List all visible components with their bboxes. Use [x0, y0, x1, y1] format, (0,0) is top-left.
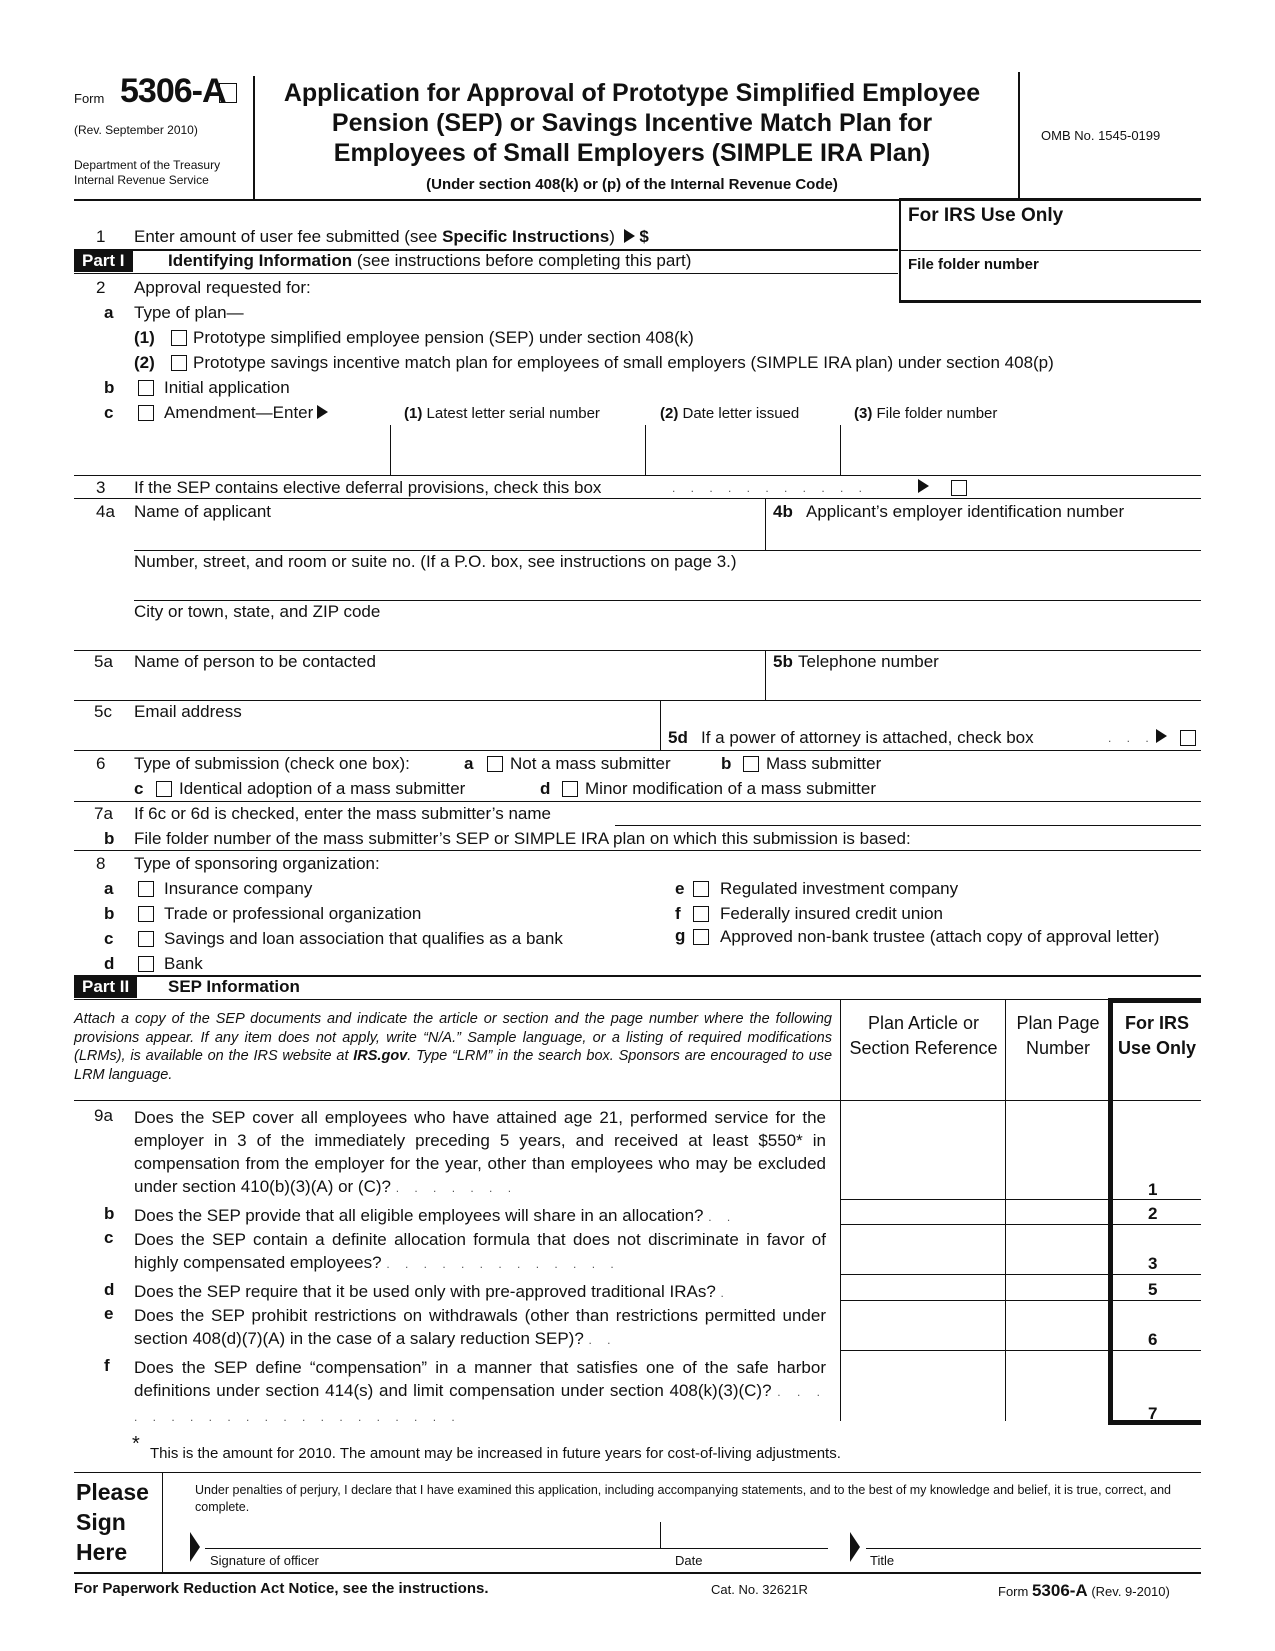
plan-article-input[interactable]: [841, 1225, 1004, 1273]
regulated-investment-checkbox[interactable]: [693, 881, 709, 897]
line-letter: c: [104, 1228, 114, 1247]
line-number: 5c: [94, 702, 112, 721]
line-number: 5a: [94, 652, 113, 671]
leader-dots: . . .: [1108, 731, 1155, 745]
question-text: [134, 1280, 826, 1305]
email-input[interactable]: [134, 724, 654, 748]
plan-page-input[interactable]: [1006, 1101, 1107, 1198]
simple-ira-checkbox[interactable]: [171, 355, 187, 371]
power-of-attorney-label: If a power of attorney is attached, check box: [701, 728, 1034, 747]
line-number: 1: [96, 227, 106, 246]
revision-date: (Rev. September 2010): [74, 123, 198, 137]
divider: [840, 425, 841, 475]
leader-dots: . . . . . . . . . . . . .: [386, 1257, 620, 1271]
street-input[interactable]: [134, 574, 1200, 598]
divider: [134, 600, 1201, 601]
contact-name-label: Name of person to be contacted: [134, 652, 376, 671]
line-letter: b: [721, 754, 732, 773]
field-text: Latest letter serial number: [422, 405, 600, 422]
irs-code: 7: [1148, 1404, 1158, 1423]
signature-label: Signature of officer: [210, 1553, 319, 1568]
file-folder-label: File folder number: [908, 256, 1039, 273]
arrow-icon: [1156, 729, 1167, 747]
plan-article-input[interactable]: [841, 1275, 1004, 1297]
footer-form-number: 5306-A: [1031, 1581, 1088, 1600]
irs-code: 6: [1148, 1330, 1158, 1349]
plan-article-input[interactable]: [841, 1200, 1004, 1222]
submission-type-label: Type of submission (check one box):: [134, 754, 410, 773]
footer-revision: (Rev. 9-2010): [1087, 1584, 1170, 1599]
question-text: [134, 1356, 826, 1429]
divider: [74, 273, 898, 274]
dollar-sign: $: [639, 227, 649, 246]
divider: [390, 425, 391, 475]
bank-checkbox[interactable]: [138, 956, 154, 972]
telephone-input[interactable]: [770, 674, 1200, 698]
option-text: Mass submitter: [766, 754, 882, 773]
irs-column-border: [1108, 1420, 1201, 1425]
line-letter: b: [104, 378, 115, 397]
header-divider: [253, 76, 255, 199]
omb-number: OMB No. 1545-0199: [1041, 128, 1161, 143]
line-letter: e: [104, 1304, 114, 1323]
option-text: Federally insured credit union: [720, 904, 944, 923]
form-subtitle: (Under section 408(k) or (p) of the Internal Revenue Code): [426, 176, 838, 193]
line-number: 6: [96, 754, 106, 773]
divider: [205, 1548, 828, 1549]
divider: [660, 700, 661, 750]
line-number: 4a: [96, 502, 115, 521]
signature-field[interactable]: [205, 1523, 657, 1548]
divider: [74, 1572, 1201, 1574]
question-text: [134, 1304, 826, 1352]
irs-code: 3: [1148, 1254, 1158, 1273]
field-label: [854, 405, 997, 422]
field-text: File folder number: [872, 405, 998, 422]
line-letter: b: [104, 829, 115, 848]
divider: [615, 825, 1201, 826]
divider: [134, 550, 1201, 551]
divider: [74, 801, 1201, 802]
irs-column-border: [1108, 998, 1201, 1003]
line-number: 9a: [94, 1106, 113, 1125]
sign-word: Here: [76, 1539, 128, 1565]
leader-dots: . .: [588, 1333, 617, 1347]
title-field[interactable]: [866, 1523, 1200, 1548]
mass-submitter-name-input[interactable]: [615, 804, 1200, 824]
question-body: Does the SEP contain a definite allocation formula that does not discriminate in favor of highly compensated employees?: [134, 1230, 826, 1272]
divider: [74, 700, 1201, 701]
city-label: City or town, state, and ZIP code: [134, 602, 381, 621]
option-text: Approved non-bank trustee (attach copy of approval letter): [720, 927, 1160, 946]
insurance-company-checkbox[interactable]: [138, 881, 154, 897]
date-field[interactable]: [662, 1523, 826, 1548]
latest-letter-serial-input[interactable]: [392, 425, 644, 473]
divider: [899, 198, 1201, 201]
divider: [660, 1522, 661, 1548]
option-number: (1): [134, 328, 155, 347]
date-letter-issued-input[interactable]: [647, 425, 839, 473]
divider: [74, 999, 1201, 1000]
question-body: Does the SEP prohibit restrictions on withdrawals (other than restrictions permitted under section 408(d)(7)(A) in the case of a salary reduction SEP)?: [134, 1306, 826, 1348]
minor-modification-checkbox[interactable]: [562, 781, 578, 797]
file-folder-number-input[interactable]: [842, 425, 1200, 473]
line-letter: c: [104, 929, 114, 948]
paperwork-notice: For Paperwork Reduction Act Notice, see the instructions.: [74, 1580, 489, 1597]
line-letter: a: [104, 303, 114, 322]
plan-page-input[interactable]: [1006, 1225, 1107, 1273]
savings-loan-checkbox[interactable]: [138, 931, 154, 947]
field-text: Date letter issued: [678, 405, 800, 422]
street-label: Number, street, and room or suite no. (If a P.O. box, see instructions on page 3.): [134, 552, 737, 571]
line-letter: f: [104, 1356, 110, 1375]
credit-union-checkbox[interactable]: [693, 906, 709, 922]
question-body: Does the SEP provide that all eligible employees will share in an allocation?: [134, 1206, 704, 1225]
leader-dots: .: [720, 1286, 730, 1300]
line-number: 2: [96, 278, 106, 297]
footnote-text: This is the amount for 2010. The amount may be increased in future years for cost-of-living adjustments.: [150, 1445, 841, 1462]
amendment-checkbox[interactable]: [138, 405, 154, 421]
initial-application-checkbox[interactable]: [138, 380, 154, 396]
plan-article-input[interactable]: [841, 1351, 1004, 1421]
divider: [74, 850, 1201, 851]
power-of-attorney-checkbox[interactable]: [1180, 730, 1196, 746]
line-number: 4b: [773, 502, 793, 521]
irs-file-folder-field[interactable]: [899, 260, 1201, 300]
line1-label: Enter amount of user fee submitted (see: [134, 227, 443, 246]
option-text: Prototype savings incentive match plan for employees of small employers (SIMPLE IRA plan) under section 408(p): [193, 353, 1054, 372]
line-letter: d: [540, 779, 551, 798]
header-divider: [1018, 72, 1020, 198]
question-body: Does the SEP cover all employees who have attained age 21, performed service for the employer in 3 of the immediately preceding 5 years, and received at least $550* in compensation from the employer for the year, other than employees who may be excluded under section 410(b)(3)(A) or (C)?: [134, 1108, 826, 1196]
option-text: Savings and loan association that qualifies as a bank: [164, 929, 563, 948]
contact-name-input[interactable]: [134, 674, 762, 698]
option-text: Regulated investment company: [720, 879, 959, 898]
option-text: Minor modification of a mass submitter: [585, 779, 876, 798]
plan-page-header: Plan Page Number: [1016, 1013, 1100, 1058]
plan-page-input[interactable]: [1006, 1301, 1107, 1349]
non-bank-trustee-checkbox[interactable]: [693, 929, 709, 945]
irs-link[interactable]: IRS.gov: [353, 1048, 408, 1064]
field-label: [660, 405, 799, 422]
option-text: [164, 403, 328, 423]
arrow-icon: [317, 405, 328, 419]
question-text: [134, 1106, 826, 1200]
telephone-label: Telephone number: [798, 652, 939, 671]
line-number-text: 5b: [773, 652, 793, 671]
question-body: Does the SEP define “compensation” in a manner that satisfies one of the safe harbor definitions under section 414(s) and limit compensation under section 408(k)(3)(C)?: [134, 1358, 826, 1400]
line-letter: f: [675, 904, 681, 923]
divider: [899, 300, 1201, 303]
catalog-number: Cat. No. 32621R: [711, 1582, 808, 1597]
title-line: Pension (SEP) or Savings Incentive Match Plan for: [331, 109, 933, 137]
line-number: [773, 652, 793, 672]
plan-page-input[interactable]: [1006, 1200, 1107, 1222]
identical-adoption-checkbox[interactable]: [156, 781, 172, 797]
divider: [74, 1472, 1201, 1473]
divider: [162, 1472, 163, 1572]
irs-box-title: For IRS Use Only: [908, 205, 1064, 226]
option-text: Not a mass submitter: [510, 754, 671, 773]
line-letter: a: [104, 879, 114, 898]
line-letter: d: [104, 1280, 115, 1299]
sign-word: Sign: [76, 1509, 126, 1535]
line3-text: If the SEP contains elective deferral provisions, check this box: [134, 478, 602, 497]
field-number: (3): [854, 405, 873, 422]
trade-organization-checkbox[interactable]: [138, 906, 154, 922]
line-number: 5d: [668, 728, 688, 747]
line-letter: e: [675, 879, 685, 898]
option-number: (2): [134, 353, 155, 372]
plan-page-input[interactable]: [1006, 1351, 1107, 1421]
option-text: Trade or professional organization: [164, 904, 422, 923]
part1-title: Identifying Information: [168, 251, 353, 270]
divider: [74, 750, 1201, 751]
mass-submitter-checkbox[interactable]: [743, 756, 759, 772]
divider: [74, 498, 1201, 499]
perjury-declaration: Under penalties of perjury, I declare that I have examined this application, including accompanying statements, and to the best of my knowledge and belief, it is true, correct, and complete.: [195, 1483, 1172, 1514]
line2a-text: Type of plan—: [134, 303, 244, 322]
footnote-star: *: [132, 1433, 140, 1455]
field-number: (1): [404, 405, 423, 422]
leader-dots: . . . . . . . . . . .: [672, 481, 869, 495]
divider: [765, 498, 766, 550]
line-letter: b: [104, 904, 115, 923]
sign-here-label: [76, 1477, 149, 1567]
line-letter: d: [104, 954, 115, 973]
not-mass-submitter-checkbox[interactable]: [487, 756, 503, 772]
line-number: 7a: [94, 804, 113, 823]
arrow-icon: [624, 229, 635, 243]
date-label: Date: [675, 1553, 703, 1568]
part1-label: Part I: [74, 250, 133, 272]
sep-checkbox[interactable]: [171, 330, 187, 346]
form-word: Form: [74, 91, 105, 106]
plan-article-header: Plan Article or Section Reference: [849, 1013, 998, 1058]
line1-tail: ): [609, 227, 620, 246]
city-input[interactable]: [134, 624, 1200, 648]
arrow-icon: [918, 479, 929, 497]
email-label: Email address: [134, 702, 242, 721]
agency: Internal Revenue Service: [74, 173, 209, 187]
irs-code: 5: [1148, 1280, 1158, 1299]
divider: [74, 650, 1201, 651]
line-letter: b: [104, 1204, 115, 1223]
irs-code: 2: [1148, 1204, 1158, 1223]
line1-bold: Specific Instructions: [442, 227, 610, 246]
line2-text: Approval requested for:: [134, 278, 311, 297]
form-title: [262, 78, 1002, 168]
option-text: Identical adoption of a mass submitter: [179, 779, 466, 798]
irs-code: 1: [1148, 1180, 1158, 1199]
applicant-name-label: Name of applicant: [134, 502, 272, 521]
irs-use-header: For IRS Use Only: [1117, 1013, 1197, 1058]
divider: [645, 425, 646, 475]
ein-label: Applicant’s employer identification number: [806, 502, 1125, 521]
leader-dots: . . . . . . .: [395, 1181, 518, 1195]
sign-arrow-icon: [190, 1532, 200, 1562]
line1-text: [134, 227, 649, 247]
field-label: [404, 405, 600, 422]
footer-form-id: [998, 1581, 1170, 1601]
file-folder-mass-label: File folder number of the mass submitter’s SEP or SIMPLE IRA plan on which this submission is based:: [134, 829, 911, 848]
title-line: Application for Approval of Prototype Simplified Employee: [283, 79, 981, 107]
part2-instructions: [74, 1010, 832, 1084]
line-letter: c: [104, 403, 114, 422]
divider: [74, 475, 1201, 476]
line-number: 8: [96, 854, 106, 873]
sponsor-type-label: Type of sponsoring organization:: [134, 854, 380, 873]
instructions-text: Attach a copy of the SEP documents and indicate the article or section and the page number where the following provisions appear. If any item does not apply, write “N/A.” Sample language, or a listing of required modifications (LRMs), is available on the IRS website at: [74, 1011, 832, 1064]
plan-article-input[interactable]: [841, 1101, 1004, 1198]
title-line: Employees of Small Employers (SIMPLE IRA Plan): [333, 139, 931, 167]
applicant-name-input[interactable]: [134, 524, 762, 548]
divider: [866, 1548, 1201, 1549]
question-text: [134, 1228, 826, 1276]
option-text: Prototype simplified employee pension (SEP) under section 408(k): [193, 328, 694, 347]
line-letter: c: [134, 779, 144, 798]
line-number: 3: [96, 478, 106, 497]
elective-deferral-checkbox[interactable]: [951, 480, 967, 496]
option-text: Insurance company: [164, 879, 313, 898]
part2-title: SEP Information: [168, 977, 300, 996]
ein-input[interactable]: [770, 524, 1200, 548]
part2-label: Part II: [74, 976, 137, 998]
part1-desc: (see instructions before completing this part): [352, 251, 692, 270]
form-number: 5306-A: [120, 72, 226, 110]
sign-word: Please: [76, 1479, 149, 1505]
part1-heading: [168, 251, 691, 271]
question-body: Does the SEP require that it be used only with pre-approved traditional IRAs?: [134, 1282, 716, 1301]
irs-column-border: [1108, 999, 1113, 1423]
mass-submitter-name-label: If 6c or 6d is checked, enter the mass submitter’s name: [134, 804, 552, 823]
box-icon: [219, 83, 237, 103]
option-text: Initial application: [164, 378, 290, 397]
user-fee-input[interactable]: [700, 224, 895, 246]
title-label: Title: [870, 1553, 895, 1568]
plan-article-input[interactable]: [841, 1301, 1004, 1349]
divider: [899, 250, 1201, 251]
plan-page-input[interactable]: [1006, 1275, 1107, 1297]
divider: [765, 650, 766, 700]
line-letter: g: [675, 926, 686, 945]
question-text: [134, 1204, 826, 1229]
instructions-text: . Type “LRM” in the search box. Sponsors are encouraged to use LRM language.: [74, 1048, 833, 1083]
line-letter: a: [464, 754, 474, 773]
amendment-label: Amendment—Enter: [164, 403, 314, 422]
leader-dots: . .: [708, 1210, 737, 1224]
option-text: Bank: [164, 954, 203, 973]
department: Department of the Treasury: [74, 158, 221, 172]
leader-dots: . . . . . . . . . . . . . . . . . . . . .: [134, 1385, 827, 1424]
footer-form-word: Form: [998, 1584, 1032, 1599]
field-number: (2): [660, 405, 679, 422]
sign-arrow-icon: [850, 1532, 860, 1562]
